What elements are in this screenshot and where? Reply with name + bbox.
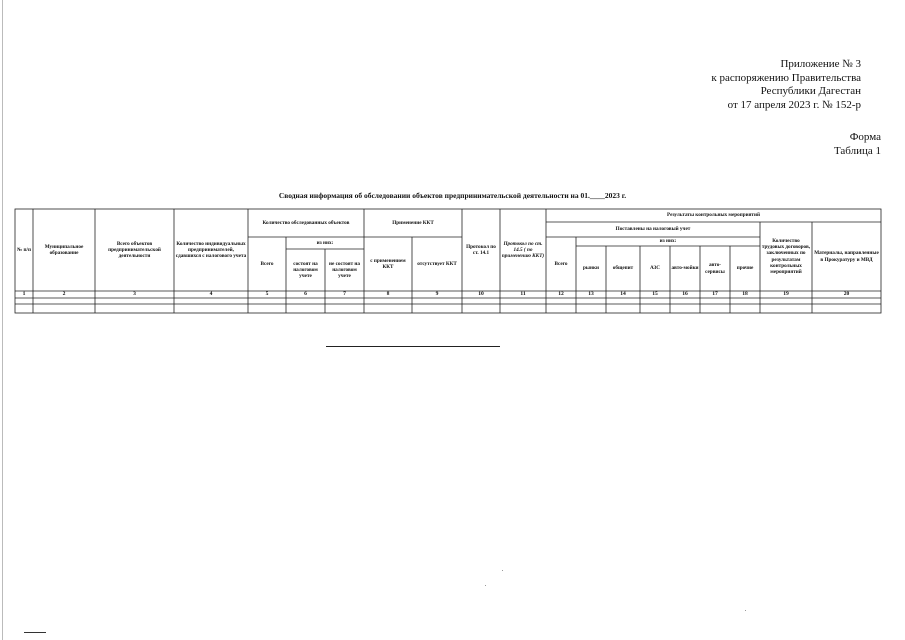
- appendix-line: Республики Дагестан: [760, 85, 861, 97]
- header-car-washes: авто-мойки: [671, 265, 699, 272]
- scan-mark: [24, 632, 46, 633]
- column-number: 4: [209, 291, 213, 298]
- header-individual-entrepreneurs: Количество индивидуальных предпринимателей, сдавшихся с налогового учета: [175, 240, 247, 260]
- scan-dot: [745, 610, 746, 611]
- header-other: прочие: [736, 265, 754, 272]
- column-number: 20: [843, 291, 850, 298]
- header-registered-total: Всего: [554, 260, 568, 267]
- header-registered: состоят на налоговом учете: [293, 260, 318, 280]
- header-registered-group: Поставлены на налоговый учет: [615, 226, 691, 233]
- column-number: 10: [478, 291, 484, 298]
- header-surveyed-group: Количество обследованных объектов: [262, 219, 350, 226]
- signature-line: [326, 346, 500, 347]
- column-number: 12: [558, 291, 564, 298]
- header-markets: рынки: [583, 265, 599, 272]
- column-number: 3: [133, 291, 136, 298]
- column-number: 2: [62, 291, 66, 298]
- column-number: 8: [386, 291, 390, 298]
- column-number: 17: [712, 291, 718, 298]
- column-number: 15: [652, 291, 658, 298]
- header-municipality: Муниципальное образование: [44, 243, 84, 256]
- column-number: 13: [588, 291, 594, 298]
- header-of-them-reg: из них:: [659, 238, 677, 245]
- header-catering: общепит: [612, 265, 634, 272]
- form-label: Форма: [849, 131, 881, 143]
- header-of-them: из них:: [316, 239, 334, 246]
- header-with-kkt: с применением ККТ: [370, 257, 406, 270]
- header-surveyed-total: Всего: [260, 260, 274, 267]
- column-number: 18: [742, 291, 748, 298]
- column-number: 5: [265, 291, 269, 298]
- column-number: 19: [783, 291, 789, 298]
- header-protocols-14-1: Протокол по ст. 14.1: [466, 243, 496, 256]
- column-number: 6: [304, 291, 307, 298]
- appendix-line: к распоряжению Правительства: [711, 71, 861, 84]
- header-car-services: авто-сервисы: [705, 262, 725, 275]
- document-title: Сводная информация об обследовании объектов предпринимательской деятельности на 01.____2023 г.: [278, 191, 627, 200]
- header-protocols-14-5: Протокол по ст. 14.5 ( по применению ККТ): [501, 240, 545, 260]
- appendix-line: Приложение № 3: [780, 58, 861, 70]
- table-label: Таблица 1: [833, 144, 881, 157]
- scan-dot: [485, 585, 486, 586]
- column-number: 7: [343, 291, 346, 298]
- header-gas-stations: АЗС: [649, 265, 661, 272]
- header-materials: Материалы, направленные в Прокуратуру и МВД: [814, 250, 879, 263]
- header-without-kkt: отсутствует ККТ: [417, 260, 457, 267]
- header-results-group: Результаты контрольных мероприятий: [667, 212, 760, 219]
- column-number: 1: [22, 291, 26, 298]
- column-number: 14: [620, 291, 626, 298]
- header-labor-contracts: Количество трудовых договоров, заключенных по результатам контрольных мероприятий: [761, 237, 811, 276]
- appendix-line: от 17 апреля 2023 г. № 152-р: [727, 98, 861, 111]
- column-number: 16: [682, 291, 688, 298]
- header-not-registered: не состоят на налоговом учете: [329, 260, 360, 280]
- scan-dot: [502, 570, 503, 571]
- header-num: № п/п: [17, 246, 31, 253]
- header-kkt-group: Применение ККТ: [392, 219, 434, 226]
- header-total-objects: Всего объектов предпринимательской деятельности: [108, 240, 161, 260]
- column-number: 9: [435, 291, 439, 298]
- column-number: 11: [520, 291, 526, 298]
